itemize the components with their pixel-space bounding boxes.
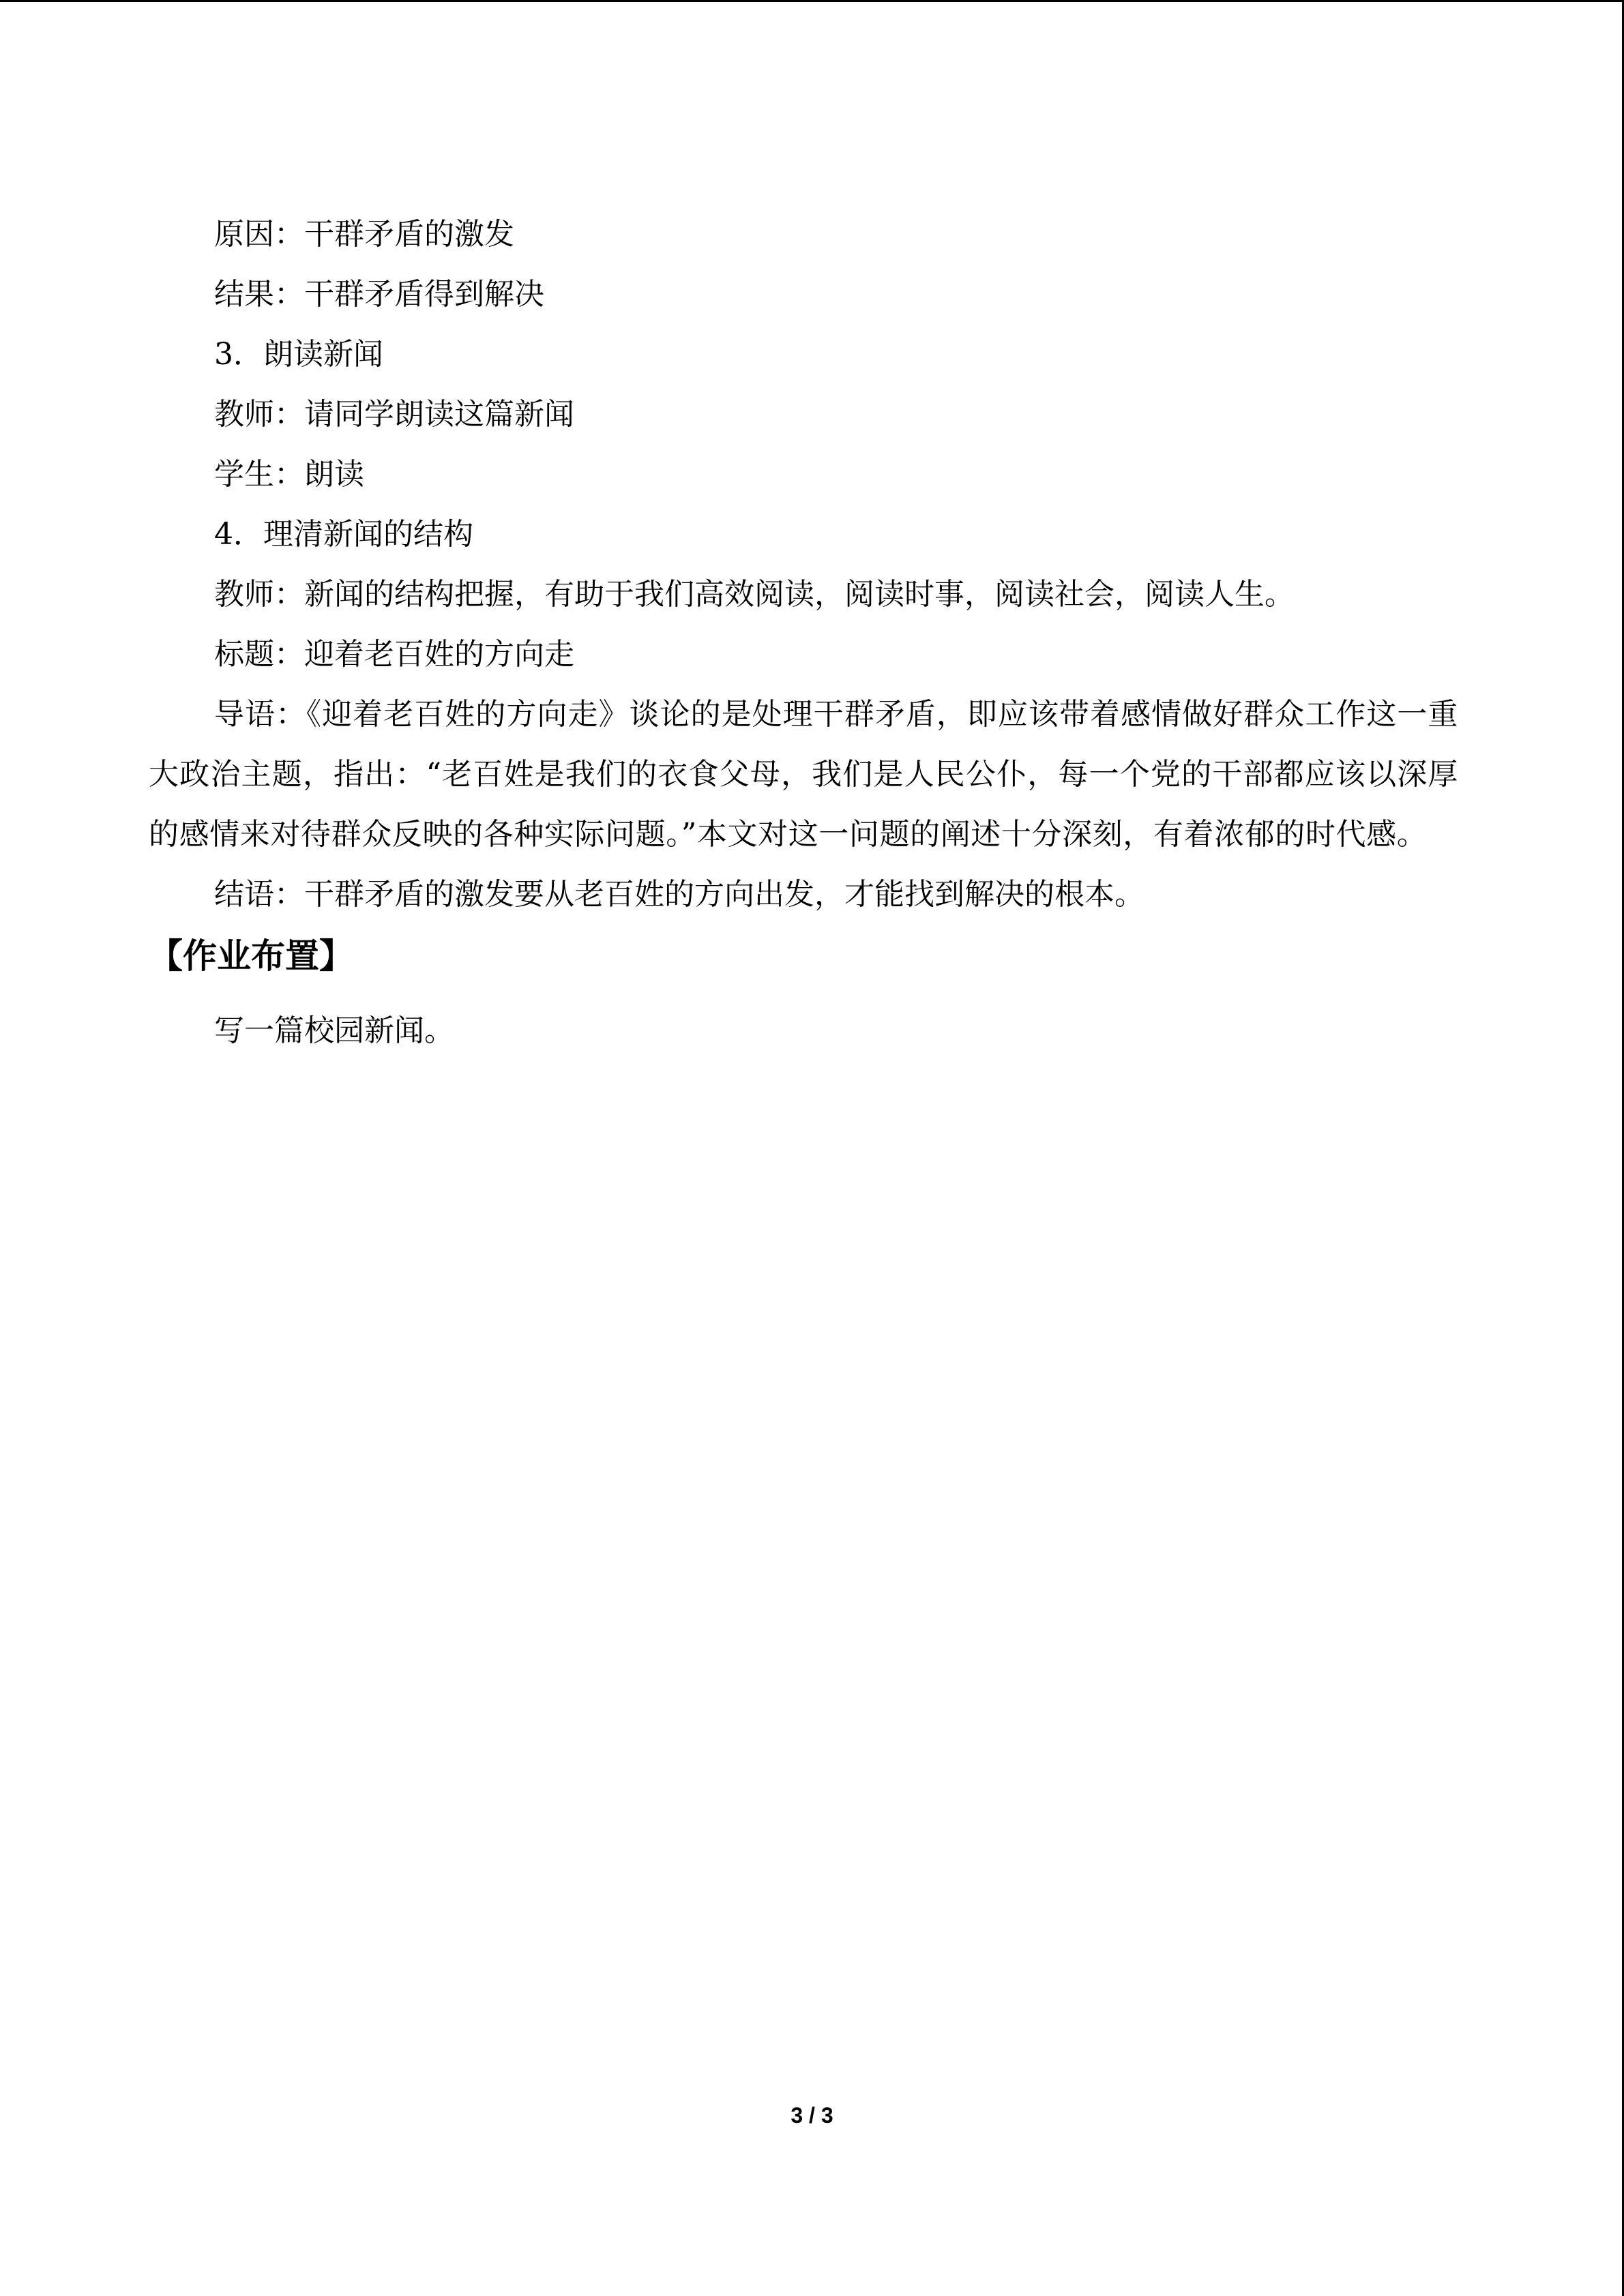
homework-heading: 【作业布置】 bbox=[149, 936, 353, 976]
page-top-border bbox=[0, 0, 1624, 2]
step-3-heading: 3．朗读新闻 bbox=[214, 337, 383, 372]
student-read-line: 学生：朗读 bbox=[214, 457, 364, 492]
cause-line: 原因：干群矛盾的激发 bbox=[214, 217, 514, 252]
result-line: 结果：干群矛盾得到解决 bbox=[214, 277, 544, 312]
step-4-heading: 4．理清新闻的结构 bbox=[214, 517, 473, 552]
teacher-structure-line: 教师：新闻的结构把握，有助于我们高效阅读，阅读时事，阅读社会，阅读人生。 bbox=[214, 577, 1295, 612]
headline-line: 标题：迎着老百姓的方向走 bbox=[214, 637, 574, 672]
conclusion-line: 结语：干群矛盾的激发要从老百姓的方向出发，才能找到解决的根本。 bbox=[214, 877, 1145, 912]
document-body bbox=[149, 205, 1458, 1061]
lead-paragraph: 导语：《迎着老百姓的方向走》谈论的是处理干群矛盾，即应该带着感情做好群众工作这一重大政治主题，指出：“老百姓是我们的衣食父母，我们是人民公仆，每一个党的干部都应该以深厚的感情来对待群众反映的各种实际问题。”本文对这一问题的阐述十分深刻，有着浓郁的时代感。 bbox=[149, 697, 1458, 852]
teacher-read-line: 教师：请同学朗读这篇新闻 bbox=[214, 397, 574, 432]
page-number: 3 / 3 bbox=[791, 2103, 833, 2128]
homework-task: 写一篇校园新闻。 bbox=[214, 1013, 454, 1048]
